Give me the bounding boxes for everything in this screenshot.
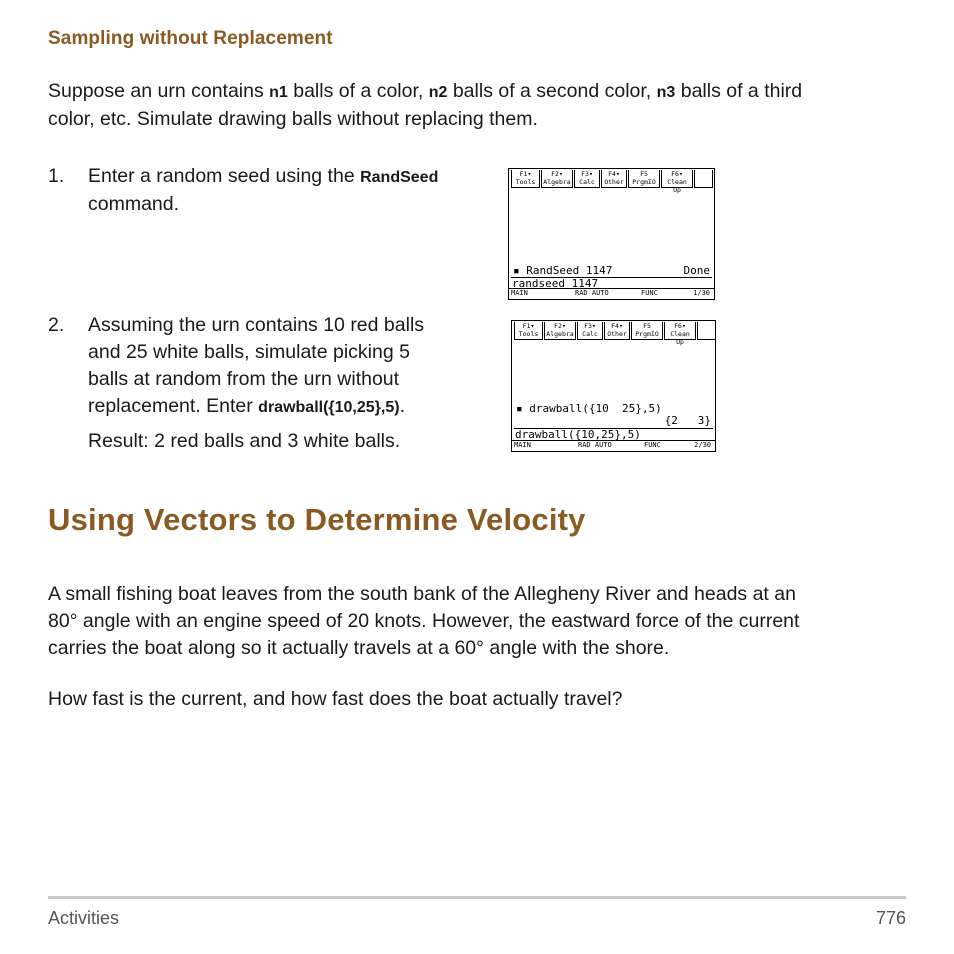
f2-algebra-tab: F2▾ Algebra: [544, 322, 576, 340]
toolbar-blank: [697, 322, 716, 340]
history-entry: ▪ RandSeed 1147: [513, 264, 613, 277]
section-heading: Sampling without Replacement: [48, 28, 333, 49]
vectors-line-3: carries the boat along so it actually travels at a 60° angle with the shore.: [48, 637, 670, 659]
f6-cleanup-tab: F6▾ Clean Up: [664, 322, 696, 340]
footer-section-label: Activities: [48, 908, 120, 928]
f1-tools-tab: F1▾ Tools: [511, 170, 540, 188]
status-count: 1/30: [693, 289, 710, 297]
intro-text: balls of a third: [675, 80, 803, 102]
status-type: FUNC: [644, 441, 661, 449]
history-entry: ▪ drawball({10 25},5): [516, 402, 662, 415]
entry-line: randseed 1147: [512, 277, 599, 290]
step-2-line-2: and 25 white balls, simulate picking 5: [88, 341, 410, 363]
var-n1: n1: [269, 84, 288, 101]
footer-divider: [48, 896, 906, 899]
step-2-line-3: balls at random from the urn without: [88, 368, 400, 390]
step-1-line-2: command.: [88, 193, 180, 215]
vectors-heading: Using Vectors to Determine Velocity: [48, 502, 586, 537]
vectors-line-2: 80° angle with an engine speed of 20 knots. However, the eastward force of the current: [48, 610, 800, 632]
status-mode: MAIN: [511, 289, 528, 297]
intro-text: balls of a color,: [287, 80, 429, 102]
calc-toolbar: [514, 322, 717, 346]
history-result: {2 3}: [664, 414, 711, 427]
step-1-text: [88, 163, 438, 218]
intro-line-2: color, etc. Simulate drawing balls without replacing them.: [48, 108, 538, 130]
step-2-line-4: replacement. Enter: [88, 395, 259, 417]
var-n2: n2: [428, 84, 448, 101]
intro-line-1: [48, 78, 802, 106]
status-bar: [512, 440, 715, 451]
step-1-number: 1.: [48, 165, 65, 187]
vectors-paragraph: [48, 581, 918, 662]
step-2-line-1: Assuming the urn contains 10 red balls: [88, 314, 425, 336]
calc-toolbar: [511, 170, 714, 194]
status-type: FUNC: [641, 289, 658, 297]
drawball-command: drawball({10,25},5): [258, 399, 400, 416]
vectors-question: How fast is the current, and how fast does the boat actually travel?: [48, 688, 623, 710]
step-2-text: [88, 312, 424, 421]
page-number: 776: [875, 908, 906, 928]
status-mode: MAIN: [514, 441, 531, 449]
status-count: 2/30: [694, 441, 711, 449]
toolbar-blank: [694, 170, 713, 188]
intro-text: balls of a second color,: [447, 80, 657, 102]
f5-prgmio-tab: F5 PrgmIO: [628, 170, 660, 188]
step-2-number: 2.: [48, 314, 65, 336]
step-1-line-1: Enter a random seed using the: [88, 165, 361, 187]
f5-prgmio-tab: F5 PrgmIO: [631, 322, 663, 340]
status-angle: RAD AUTO: [578, 441, 612, 449]
f2-algebra-tab: F2▾ Algebra: [541, 170, 573, 188]
step-2-period: .: [399, 395, 405, 417]
step-2-result: Result: 2 red balls and 3 white balls.: [88, 430, 401, 452]
f4-other-tab: F4▾ Other: [601, 170, 627, 188]
vectors-line-1: A small fishing boat leaves from the south bank of the Allegheny River and heads at an: [48, 583, 796, 605]
calculator-screen-1: [508, 168, 715, 300]
f3-calc-tab: F3▾ Calc: [577, 322, 603, 340]
f3-calc-tab: F3▾ Calc: [574, 170, 600, 188]
history-result: Done: [683, 264, 710, 277]
f1-tools-tab: F1▾ Tools: [514, 322, 543, 340]
intro-text: Suppose an urn contains: [48, 80, 270, 102]
status-angle: RAD AUTO: [575, 289, 609, 297]
var-n3: n3: [656, 84, 676, 101]
status-bar: [509, 288, 714, 299]
intro-paragraph: [48, 78, 802, 133]
randseed-command: RandSeed: [360, 169, 439, 186]
entry-line: drawball({10,25},5): [515, 428, 641, 441]
calculator-screen-2: [511, 320, 716, 452]
f4-other-tab: F4▾ Other: [604, 322, 630, 340]
f6-cleanup-tab: F6▾ Clean Up: [661, 170, 693, 188]
